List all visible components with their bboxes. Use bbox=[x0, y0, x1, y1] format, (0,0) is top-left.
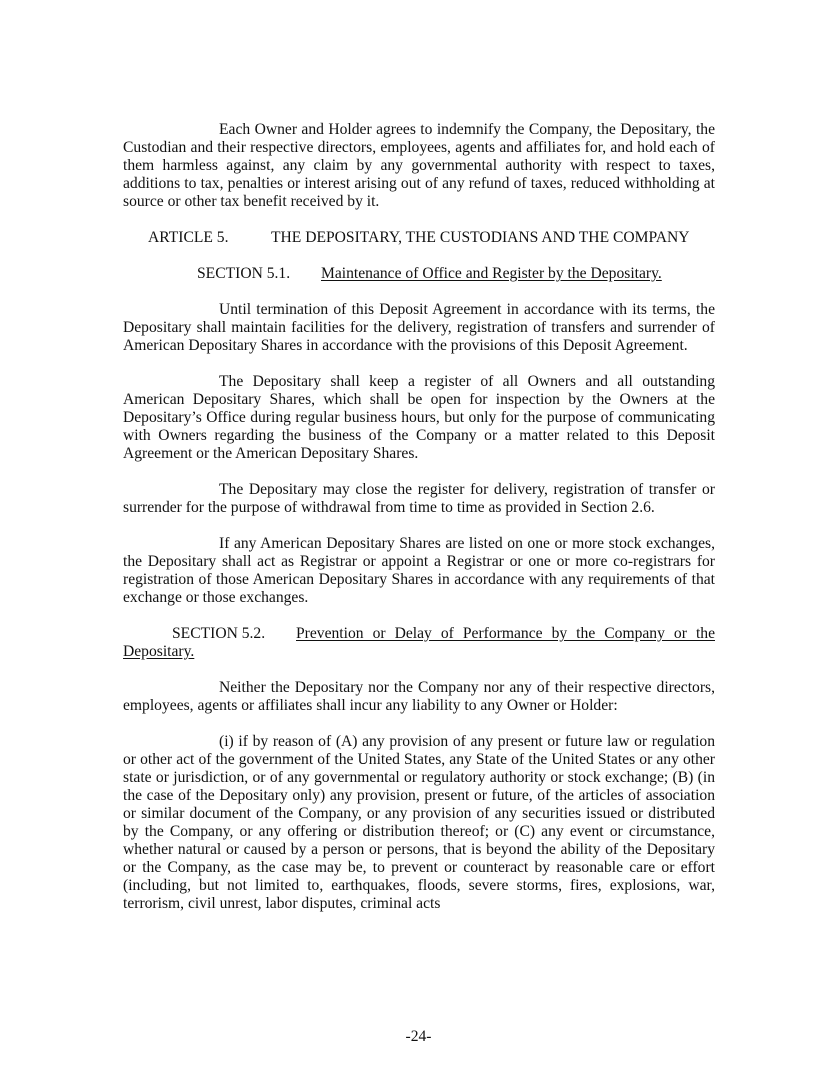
paragraph-close-register: The Depositary may close the register for delivery, registration of transfer or surrender for the purpose of withdrawal from time to time as provided in Section 2.6. bbox=[123, 481, 715, 516]
section-heading-5-1 bbox=[123, 265, 715, 283]
section-heading-5-2 bbox=[123, 625, 715, 661]
article-number: ARTICLE 5. bbox=[148, 229, 229, 246]
section-number-5-2: SECTION 5.2. bbox=[172, 625, 266, 642]
section-number-5-1: SECTION 5.1. bbox=[197, 265, 291, 282]
paragraph-keep-register: The Depositary shall keep a register of all Owners and all outstanding American Depositary Shares, which shall be open for inspection by the Owners at the Depositary’s Office during regular business hours, but only for the purpose of communicating with Owners regarding the business of the Company or a matter related to this Deposit Agreement or the American Depositary Shares. bbox=[123, 373, 715, 462]
page-number: -24- bbox=[405, 1028, 432, 1045]
paragraph-clause-i: (i) if by reason of (A) any provision of any present or future law or regulation or other act of the government of the United States, any State of the United States or any other state or jurisdiction, or of any governmental or regulatory authority or stock exchange; (B) (in the case of the Depositary only) any provision, present or future, of the articles of association or similar document of the Company, or any provision of any securities issued or distributed by the Company, or any offering or distribution thereof; or (C) any event or circumstance, whether natural or caused by a person or persons, that is beyond the ability of the Depositary or the Company, as the case may be, to prevent or counteract by reasonable care or effort (including, but not limited to, earthquakes, floods, severe storms, fires, explosions, war, terrorism, civil unrest, labor disputes, criminal acts bbox=[123, 733, 715, 912]
section-title-5-2: Prevention or Delay of Performance by the Company or the Depositary. bbox=[123, 625, 715, 660]
paragraph-indemnify: Each Owner and Holder agrees to indemnify the Company, the Depositary, the Custodian and their respective directors, employees, agents and affiliates for, and hold each of them harmless against, any claim by any governmental authority with respect to taxes, additions to tax, penalties or interest arising out of any refund of taxes, reduced withholding at source or other tax benefit received by it. bbox=[123, 121, 715, 210]
paragraph-stock-exchanges: If any American Depositary Shares are listed on one or more stock exchanges, the Depositary shall act as Registrar or appoint a Registrar or one or more co-registrars for registration of those American Depositary Shares in accordance with any requirements of that exchange or those exchanges. bbox=[123, 535, 715, 606]
page-body bbox=[123, 121, 715, 913]
paragraph-until-termination: Until termination of this Deposit Agreement in accordance with its terms, the Depositary shall maintain facilities for the delivery, registration of transfers and surrender of American Depositary Shares in accordance with the provisions of this Deposit Agreement. bbox=[123, 301, 715, 354]
section-title-5-1: Maintenance of Office and Register by the Depositary. bbox=[321, 265, 662, 282]
article-title: THE DEPOSITARY, THE CUSTODIANS AND THE COMPANY bbox=[271, 229, 690, 246]
article-heading bbox=[123, 229, 715, 247]
paragraph-neither: Neither the Depositary nor the Company nor any of their respective directors, employees, agents or affiliates shall incur any liability to any Owner or Holder: bbox=[123, 679, 715, 714]
